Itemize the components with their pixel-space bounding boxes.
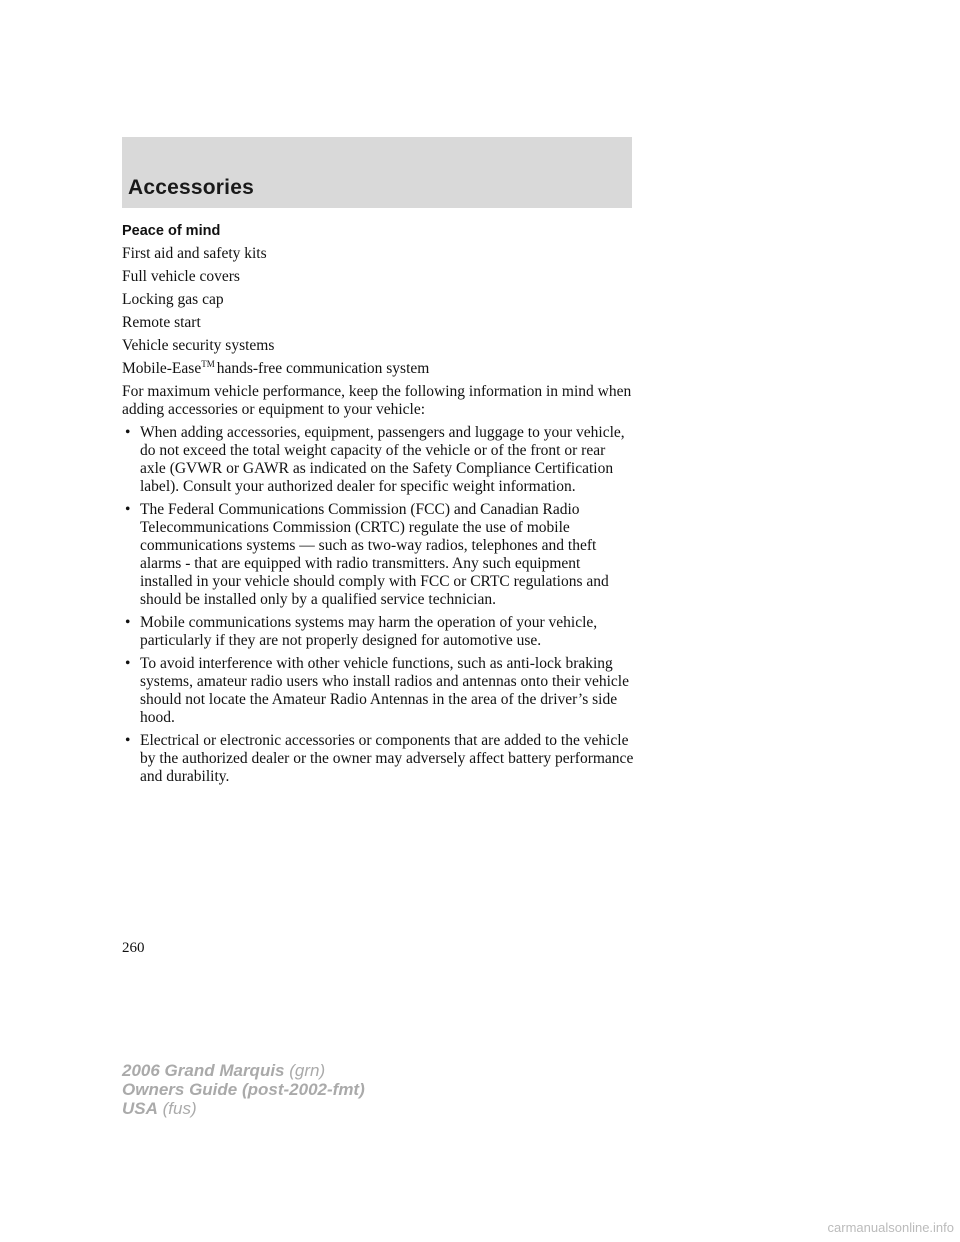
trademark-symbol: TM [201, 358, 215, 369]
footer-market: USA [122, 1099, 158, 1118]
subheading: Peace of mind [122, 223, 221, 239]
mobile-ease-name: Mobile-Ease [122, 360, 202, 377]
mobile-ease-description: hands-free communication system [216, 360, 430, 377]
bullet-item [122, 614, 634, 650]
intro-paragraph: For maximum vehicle performance, keep the following information in mind when adding accessories or equipment to your vehicle: [122, 383, 632, 418]
bullet-icon: • [125, 655, 131, 672]
bullet-item [122, 501, 634, 609]
footer-model-code: (grn) [289, 1061, 326, 1080]
bullet-text: Electrical or electronic accessories or components that are added to the vehicle by the authorized dealer or the owner may adversely affect battery performance and durability. [140, 732, 634, 785]
bullet-list [122, 424, 634, 786]
list-item: Locking gas cap [122, 291, 224, 308]
bullet-icon: • [125, 732, 131, 749]
bullet-icon: • [125, 424, 131, 441]
page-content [122, 222, 634, 791]
list-item: First aid and safety kits [122, 245, 267, 262]
footer-line-1 [122, 1061, 365, 1080]
footer-model: 2006 Grand Marquis [122, 1061, 285, 1080]
page-number: 260 [122, 940, 145, 956]
bullet-text: Mobile communications systems may harm the operation of your vehicle, particularly if they are not properly designed for automotive use. [140, 614, 598, 649]
list-item: Full vehicle covers [122, 268, 240, 285]
watermark-link[interactable]: carmanualsonline.info [827, 1220, 954, 1235]
section-title: Accessories [128, 176, 254, 199]
bullet-item [122, 424, 634, 496]
bullet-text: The Federal Communications Commission (FCC) and Canadian Radio Telecommunications Commission (CRTC) regulate the use of mobile communications systems — such as two-way radios, telephones and theft alarms - that are equipped with radio transmitters. Any such equipment installed in your vehicle should comply with FCC or CRTC regulations and should be installed only by a qualified service technician. [140, 501, 609, 608]
bullet-icon: • [125, 614, 131, 631]
footer-line-3 [122, 1099, 365, 1118]
bullet-item [122, 655, 634, 727]
list-item: Vehicle security systems [122, 337, 275, 354]
bullet-text: When adding accessories, equipment, passengers and luggage to your vehicle, do not exceed the total weight capacity of the vehicle or of the front or rear axle (GVWR or GAWR as indicated on the Safety Compliance Certification label). Consult your authorized dealer for specific weight information. [140, 424, 625, 495]
footer-line-2: Owners Guide (post-2002-fmt) [122, 1080, 365, 1099]
list-item: Remote start [122, 314, 201, 331]
document-footer [122, 1061, 365, 1118]
footer-market-code: (fus) [162, 1099, 197, 1118]
bullet-text: To avoid interference with other vehicle functions, such as anti-lock braking systems, amateur radio users who install radios and antennas onto their vehicle should not locate the Amateur Radio Antennas in the area of the driver’s side hood. [140, 655, 629, 726]
bullet-icon: • [125, 501, 131, 518]
list-item-mobile-ease [122, 360, 634, 378]
bullet-item [122, 732, 634, 786]
